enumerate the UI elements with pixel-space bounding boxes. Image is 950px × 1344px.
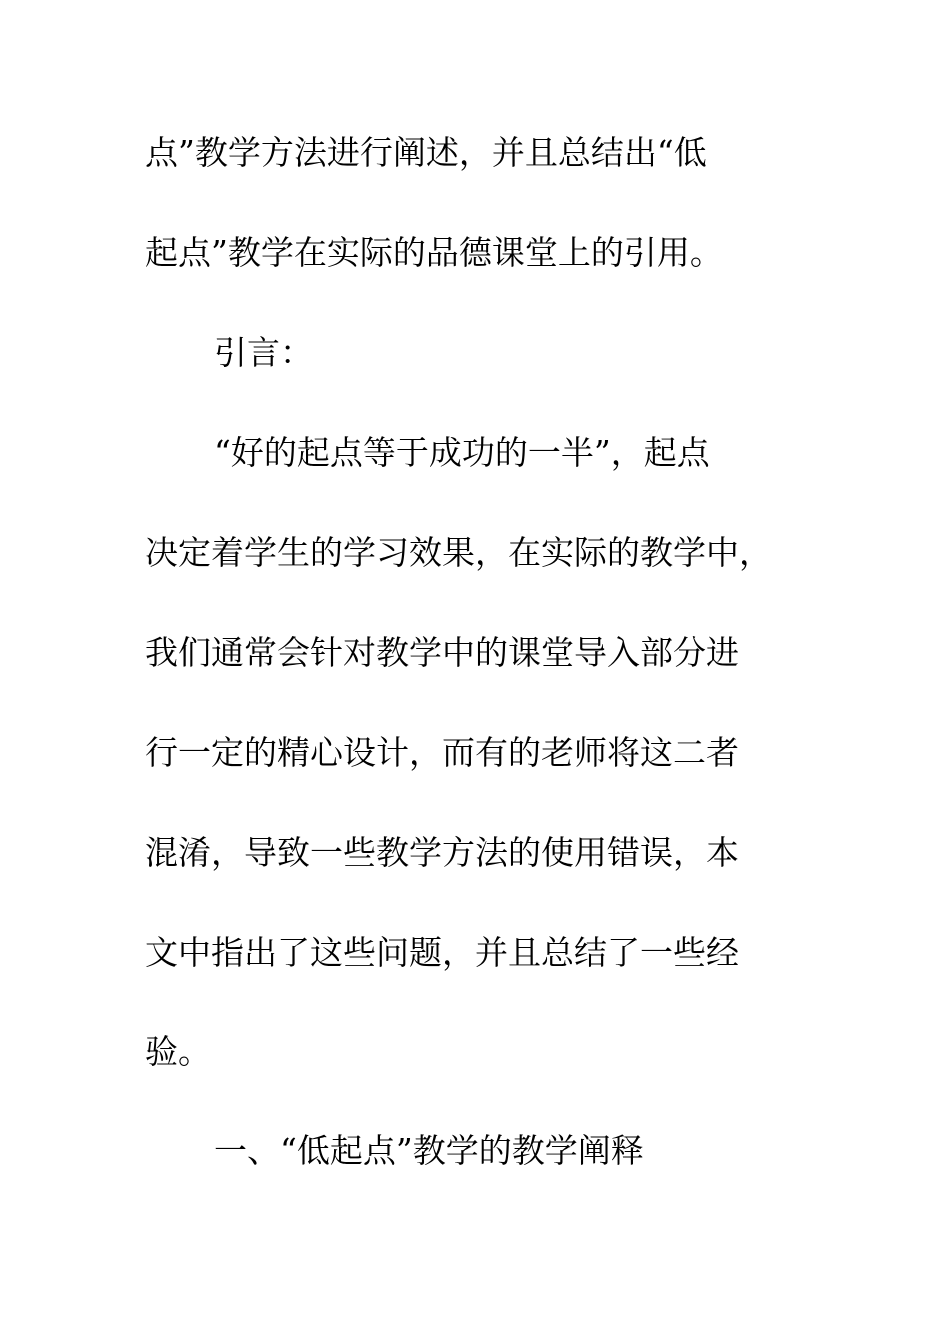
text-line-4: “好的起点等于成功的一半”，起点 — [214, 433, 710, 472]
text-line-10: 验。 — [145, 1032, 211, 1071]
text-line-6: 我们通常会针对教学中的课堂导入部分进 — [145, 633, 739, 672]
text-line-7: 行一定的精心设计，而有的老师将这二者 — [145, 733, 739, 772]
text-line-8: 混淆，导致一些教学方法的使用错误，本 — [145, 833, 739, 872]
text-line-2: 起点”教学在实际的品德课堂上的引用。 — [145, 233, 723, 272]
section-heading-introduction: 引言： — [214, 333, 313, 372]
text-line-5: 决定着学生的学习效果，在实际的教学中， — [145, 533, 772, 572]
text-line-9: 文中指出了这些问题，并且总结了一些经 — [145, 933, 739, 972]
text-line-1: 点”教学方法进行阐述，并且总结出“低 — [145, 133, 707, 172]
section-heading-one: 一、“低起点”教学的教学阐释 — [214, 1131, 644, 1170]
